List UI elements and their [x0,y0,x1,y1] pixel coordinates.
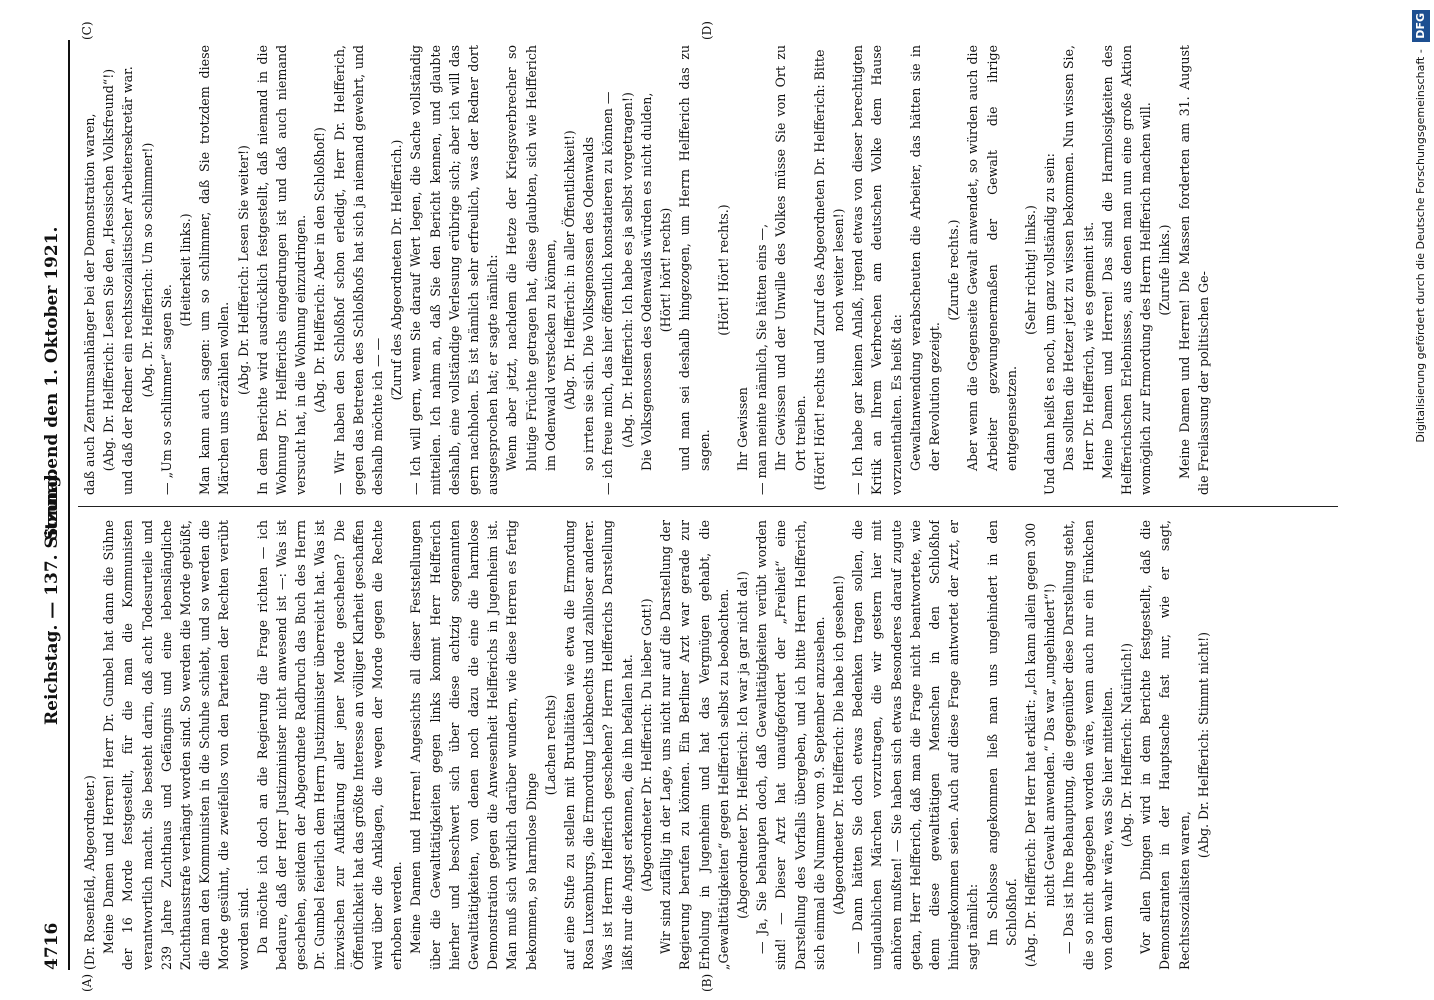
paragraph: — ich freue mich, das hier öffentlich konstatieren zu können — [600,91,616,495]
interjection: (Abg. Dr. Helfferich: Stimmt nicht!) [1195,631,1211,859]
quotation: so irrten sie sich. Die Volksgenossen des Odenwalds [581,136,597,471]
paragraph: auf eine Stufe zu stellen mit Brutalitäten wie etwa die Ermordung Rosa Luxemburgs, die Ermordung Liebknechts und zahlloser anderer. Was ist Herrn Helfferich geschehen? Herrn Helfferichs Darstellung läßt nur die Angst erkennen, die ihn befallen hat. [562,520,635,970]
right-column [80,45,1340,495]
paragraph: In dem Berichte wird ausdrücklich festgestellt, daß niemand in die Wohnung Dr. Helfferichs eingedrungen ist und daß auch niemand versucht hat, in die Wohnung einzudringen. [254,45,309,495]
margin-letter-a: (A) [80,973,94,992]
interjection: (Zurufe links.) [1157,224,1173,316]
credit-text: Digitalisierung gefördert durch die Deutsche Forschungsgemeinschaft - [1414,49,1427,443]
paragraph: Meine Damen und Herren! Herr Dr. Gumbel hat dann die Sühne der 16 Morde festgestellt, für die man die Kommunisten verantwortlich macht. Sie besteht darin, daß acht Todesurteile und 239 Jahre Zuchthaus und Gefängnis und eine lebenslängliche Zuchthausstrafe verhängt worden sind. So werden die Morde gebüßt, die man den Kommunisten in die Schuhe schiebt, und so werden die Morde gesühnt, die zweifellos von den Parteien der Rechten verübt worden sind. [101,520,251,970]
speaker-line: (Dr. Rosenfeld, Abgeordneter.) [82,775,97,970]
interjection: (Abg. Dr. Helfferich: Natürlich!) [1118,642,1134,848]
paragraph: Vor allen Dingen wird in dem Berichte festgestellt, daß die Demonstranten in der Hauptsache fast nur, wie er sagt, Rechtssozialisten waren, [1138,520,1192,970]
margin-letter-b: (B) [700,973,714,992]
interjection: (Abg. Dr. Helfferich: Aber in den Schloßhof!) [312,127,328,413]
paragraph: Und dann heißt es noch, um ganz vollständig zu sein: [1042,153,1058,495]
interjection: (Hört! hört! rechts) [658,207,674,333]
left-column [80,520,1340,970]
interjection: (Heiterkeit links.) [178,213,194,327]
interjection: (Abg. Dr. Helfferich: Der Herr hat erklärt: „Ich kann allein gegen 300 nicht Gewalt anwenden.“ Das war „ungehindert“!) [1022,522,1058,968]
paragraph: Meine Damen und Herren! Angesichts all dieser Feststellungen über die Gewalttätigkeiten gegen links kommt Herr Helfferich hierher und beschwert sich über diese achtzig sogenannten Gewalttätigkeiten, von denen noch dazu die eine die harmlose Demonstration gegen die Anwesenheit Helfferichs in Jugenheim ist. Man muß sich wirklich darüber wundern, wie diese Herren es fertig bekommen, so harmlose Dinge [408,520,539,970]
interjection: (Zuruf des Abgeordneten Dr. Helfferich.) [389,139,405,401]
digitization-credit [1410,10,1430,990]
paragraph: — Das ist Ihre Behauptung, die gegenüber diese Darstellung steht, die so nicht abgegeben worden wäre, wenn auch nur ein Fünkchen von dem wahr wäre, was Sie hier mitteilten. [1061,520,1115,970]
paragraph: Man kann auch sagen: um so schlimmer, daß Sie trotzdem diese Märchen uns erzählen wollen. [197,45,232,495]
paragraph: — Ja, Sie behaupten doch, daß Gewalttätigkeiten verübt worden sind! — Dieser Arzt hat unaufgefordert der „Freiheit“ eine Darstellung des Vorfalls übergeben, und ich bitte Herrn Helfferich, sich einmal die Nummer vom 9. September anzusehen. [754,520,827,970]
quotation: Ihr Gewissen und der Unwille des Volkes müsse Sie von Ort zu Ort treiben. [773,45,808,471]
session-date: Sonnabend den 1. Oktober 1921. [42,226,62,540]
running-title: Reichstag. — 137. Sitzung. [42,469,62,725]
paragraph: Meine Damen und Herren! Die Massen forderten am 31. August die Freilassung der politischen Ge- [1176,45,1211,495]
paragraph: daß auch Zentrumsanhänger bei der Demonstration waren, [82,113,97,495]
interjection: (Hört! Hört! rechts.) [715,204,731,336]
interjection: (Abgeordneter Dr. Helfferich: Ich war ja gar nicht da!) [734,571,750,919]
quotation: Die Volksgenossen des Odenwalds würden es nicht dulden, [638,92,654,471]
interjection: (Abg. Dr. Helfferich: Ich habe es ja selbst vorgetragen!) [619,92,635,448]
paragraph: — man meinte nämlich, Sie hätten eins —, [754,223,770,495]
paragraph: und daß der Redner ein rechtssozialistischer Arbeitersekretär war. [120,66,136,495]
interjection: (Zurufe rechts.) [946,219,962,321]
margin-letter-d: (D) [700,21,714,40]
interjection: (Sehr richtig! links.) [1022,205,1038,335]
quotation: Wenn aber jetzt, nachdem die Hetze der Kriegsverbrecher so blutige Früchte getragen hat, diese glaubten, sich wie Helfferich im Odenwald verstecken zu können, [504,45,558,471]
paragraph: — Dann hätten Sie doch etwas Bedenken tragen sollen, die unglaublichen Märchen vorzutragen, die wir gestern hier mit anhören mußten! — Sie haben sich etwas Besonderes darauf zugute getan, Herr Helfferich, daß man die Frage nicht beantwortete, wie denn diese gewalttätigen Menschen in den Schloßhof hineingekommen seien. Auch auf diese Frage antwortet der Arzt, er sagt nämlich: [850,520,981,970]
quotation: Ihr Gewissen [734,387,750,471]
interjection: (Abgeordneter Dr. Helfferich: Du lieber Gott!) [638,598,654,892]
interjection: (Lachen rechts) [542,694,558,796]
paragraph: — Ich will gern, wenn Sie darauf Wert legen, die Sache vollständig mitteilen. Ich nahm an, daß Sie den Bericht kennen, und glaubte deshalb, eine vollständige Verlesung erübrige sich; aber ich will das gern nachholen. Es ist nämlich sehr erfreulich, was der Redner dort ausgesprochen hat; er sagte nämlich: [408,45,501,495]
paragraph: Wir sind zufällig in der Lage, uns nicht nur auf die Darstellung der Regierung berufen zu können. Ein Berliner Arzt war gerade zur Erholung in Jugenheim und hat das Vergnügen gehabt, die „Gewalttätigkeiten“ gegen Helfferich selbst zu beobachten. [658,520,731,970]
paragraph: — Wir haben den Schloßhof schon erledigt, Herr Dr. Helfferich, gegen das Betreten des Schloßhofs hat sich ja niemand gewehrt, und deshalb möchte ich — — [331,45,386,495]
interjection: (Abg. Dr. Helfferich: Lesen Sie weiter!) [235,145,251,395]
quotation: und man sei deshalb hingezogen, um Herrn Helfferich das zu sagen. [677,45,712,471]
interjection: (Hört! Hört! rechts und Zuruf des Abgeordneten Dr. Helfferich: Bitte noch weiter lesen!) [811,49,846,491]
quotation: Gewaltanwendung verabscheuten die Arbeiter, das hätten sie in der Revolution gezeigt. [907,45,942,471]
interjection: (Abg. Dr. Helfferich: in aller Öffentlichkeit!) [562,130,578,410]
margin-letter-c: (C) [80,21,94,40]
interjection: (Abgeordneter Dr. Helfferich: Die habe ich gesehen!) [830,575,846,915]
quotation: Das sollten die Hetzer jetzt zu wissen bekommen. Nun wissen Sie, Herr Dr. Helfferich, wie es gemeint ist. [1061,45,1096,471]
interjection: (Abg. Dr. Helfferich: Um so schlimmer!) [139,142,155,398]
paragraph: Meine Damen und Herren! Das sind die Harmlosigkeiten des Helfferichschen Erlebnisses, aus denen man nun eine große Aktion womöglich zur Ermordung des Herrn Helfferich machen will. [1099,45,1154,495]
paragraph: — Ich habe gar keinen Anlaß, irgend etwas von dieser berechtigten Kritik an Ihrem Verbrechen am deutschen Volke dem Hause vorzuenthalten. Es heißt da: [850,45,904,495]
paragraph: Da möchte ich doch an die Regierung die Frage richten — ich bedaure, daß der Herr Justizminister nicht anwesend ist —: Was ist geschehen, seitdem der Abgeordnete Radbruch das Buch des Herrn Dr. Gumbel feierlich dem Herrn Justizminister überreicht hat. Was ist inzwischen zur Aufklärung aller jener Morde geschehen? Die Öffentlichkeit hat das größte Interesse an völliger Klarheit geschaffen wird über die Anklagen, die wegen der Morde gegen die Rechte erhoben werden. [254,520,405,970]
column-divider [78,506,1338,507]
page-number: 4716 [42,922,62,970]
paragraph: — „Um so schlimmer“ sagen Sie. [158,284,174,495]
interjection: (Abg. Dr. Helfferich: Lesen Sie den „Hessischen Volksfreund“!) [101,68,117,472]
page-header [40,40,70,970]
dfg-logo: DFG [1412,10,1430,42]
quotation: Im Schlosse angekommen ließ man uns ungehindert in den Schloßhof. [984,520,1019,946]
quotation: Aber wenn die Gegenseite Gewalt anwendet, so würden auch die Arbeiter gezwungenermaßen der Gewalt die ihrige entgegensetzen. [965,45,1019,471]
